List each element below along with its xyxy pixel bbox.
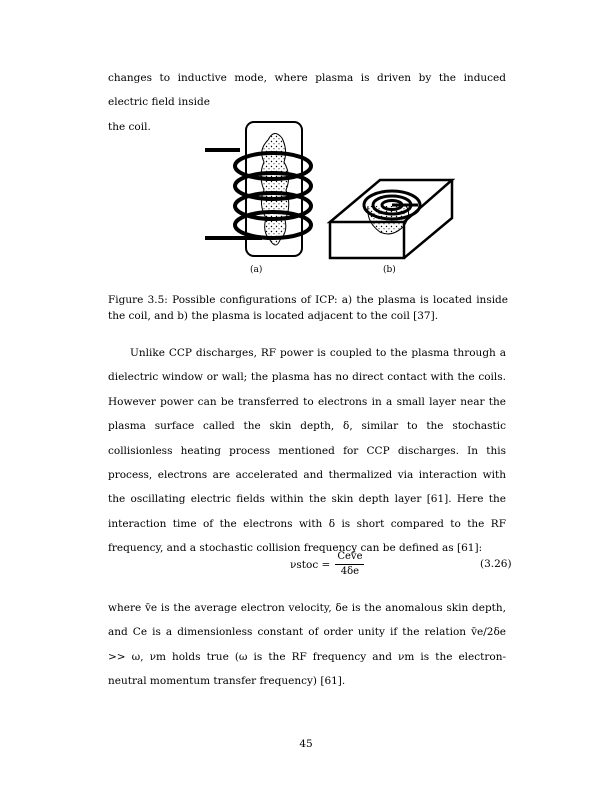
page-number: 45 [299,738,313,750]
plasma-column [261,133,289,245]
figure-b-diagram [330,180,452,258]
spiral-coil [364,191,420,219]
equation-3-26 [290,551,364,578]
equation-lhs: νstoc = [290,558,331,571]
body-paragraph-2: where v̄e is the average electron velocity, δe is the anomalous skin depth, and Ce is a dimensionless constant of order unity if the relation v̄e/2δe >> ω, νm holds true (ω is the RF frequency and νm is the electron-neutral momentum transfer frequency) [61]. [108,602,506,688]
equation-numerator: Cev̄e [335,551,364,565]
figure-a-diagram [205,122,311,256]
figure-b-label: (b) [383,265,396,275]
figure-a-label: (a) [250,265,263,275]
figure-caption: Figure 3.5: Possible configurations of ICP: a) the plasma is located inside the coil, and b) the plasma is located adjacent to the coil [37]. [108,294,508,322]
intro-line-2: the coil. [108,120,151,133]
coil-windings [205,150,311,238]
icp-figure [0,0,612,292]
intro-line-1: changes to inductive mode, where plasma is driven by the induced electric field inside [108,72,506,109]
body-paragraph-1: Unlike CCP discharges, RF power is coupled to the plasma through a dielectric window or wall; the plasma has no direct contact with the coils. However power can be transferred to electrons in a small layer near the plasma surface called the skin depth, δ, similar to the stochastic collisionless heating process mentioned for CCP discharges. In this process, electrons are accelerated and thermalized via interaction with the oscillating electric fields within the skin depth layer [61]. Here the interaction time of the electrons with δ is short compared to the RF frequency, and a stochastic collision frequency can be defined as [61]: [108,347,506,555]
equation-number: (3.26) [480,558,512,570]
equation-fraction [335,551,364,578]
equation-denominator: 4δe [340,566,360,577]
